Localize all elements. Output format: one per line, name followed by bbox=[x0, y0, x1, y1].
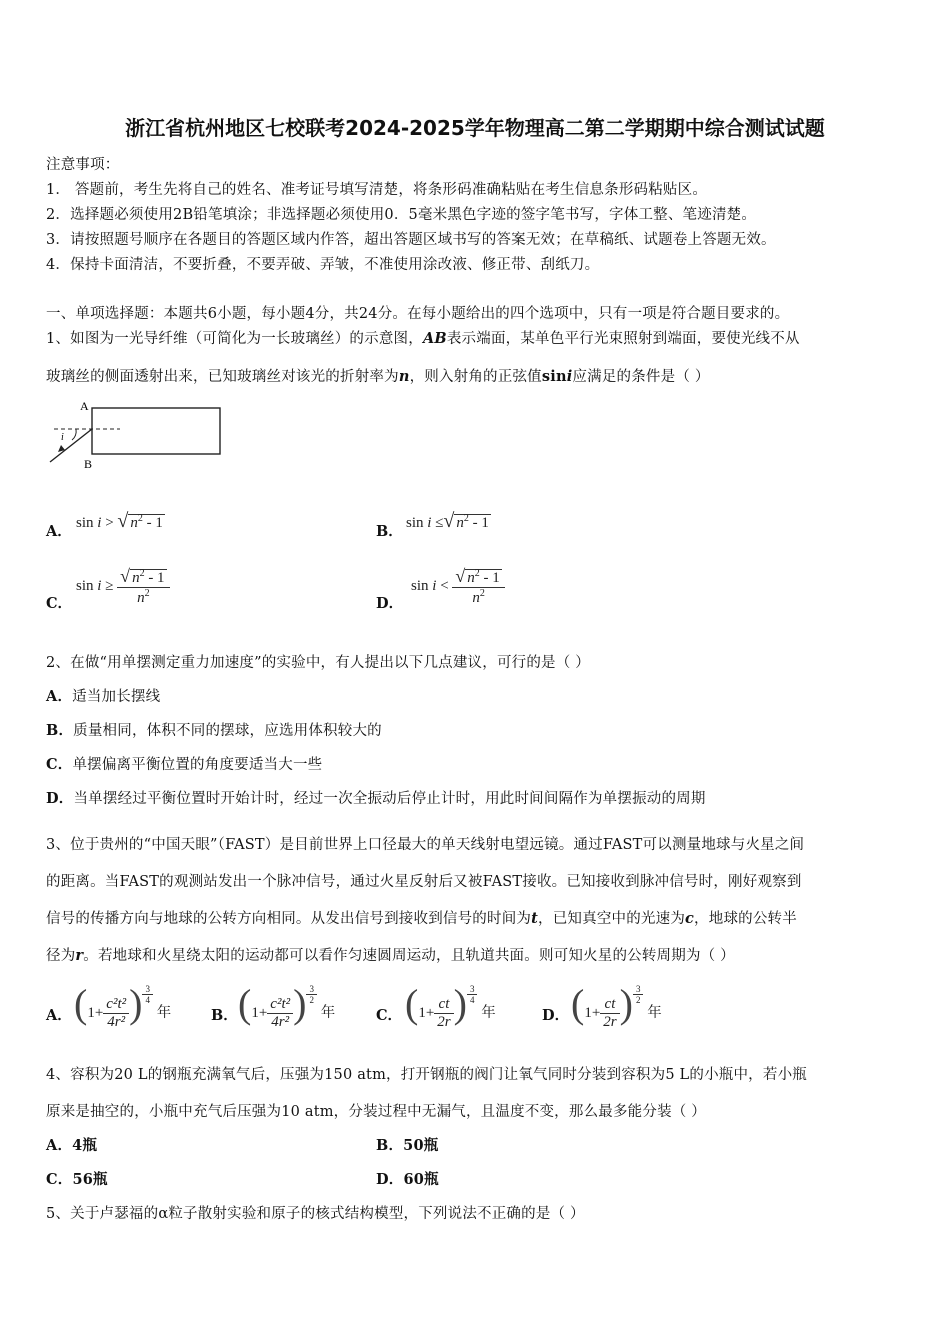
q3-stem-line2: 的距离。当FAST的观测站发出一个脉冲信号，通过火星反射后又被FAST接收。已知接收到脉冲信号时，刚好观察到 bbox=[46, 874, 802, 890]
q3-option-d-label: D． bbox=[542, 1007, 570, 1024]
q1-option-b-formula: sin i ≤√ $n^2 - 1$ bbox=[406, 510, 489, 532]
q1-option-c-label: C． bbox=[46, 595, 73, 612]
q2-option-a: A．适当加长摆线 bbox=[46, 688, 161, 705]
q4-option-c: C．56瓶 bbox=[46, 1171, 108, 1188]
q3-option-c-formula: (1+ $\frac{ct}{2r}$ ) $\frac{3}{4}$ 年 bbox=[405, 981, 496, 1031]
q1-option-d-formula: sin i < $\frac{√ n^2 - 1}{n^2}$ bbox=[411, 566, 505, 607]
q3-option-b-label: B． bbox=[211, 1007, 238, 1024]
q3-stem-line4: 径为r。若地球和火星绕太阳的运动都可以看作匀速圆周运动，且轨道共面。则可知火星的公转周期为（ ） bbox=[46, 947, 735, 964]
notice-item-2: 2．选择题必须使用2B铅笔填涂；非选择题必须使用0．5毫米黑色字迹的签字笔书写，字体工整、笔迹清楚。 bbox=[46, 207, 757, 223]
q3-option-d-formula: (1+ $\frac{ct}{2r}$ ) $\frac{3}{2}$ 年 bbox=[571, 981, 662, 1031]
q1-stem-line2: 玻璃丝的侧面透射出来，已知玻璃丝对该光的折射率为n，则入射角的正弦值sini应满足的条件是（ ） bbox=[46, 368, 710, 385]
q3-stem-line1: 3、位于贵州的“中国天眼”（FAST）是目前世界上口径最大的单天线射电望远镜。通过FAST可以测量地球与火星之间 bbox=[46, 837, 805, 853]
q1-option-d-label: D． bbox=[376, 595, 404, 612]
q1-option-c-formula: sin i ≥ $\frac{√ n^2 - 1}{n^2}$ bbox=[76, 566, 170, 607]
notice-item-1: 1． 答题前，考生先将自己的姓名、准考证号填写清楚，将条形码准确粘贴在考生信息条形码粘贴区。 bbox=[46, 182, 708, 198]
q3-stem-line3: 信号的传播方向与地球的公转方向相同。从发出信号到接收到信号的时间为t，已知真空中的光速为c，地球的公转半 bbox=[46, 910, 797, 927]
page-title: 浙江省杭州地区七校联考2024-2025学年物理高二第二学期期中综合测试试题 bbox=[125, 116, 825, 140]
section-1-heading: 一、单项选择题：本题共6小题，每小题4分，共24分。在每小题给出的四个选项中，只有一项是符合题目要求的。 bbox=[46, 306, 790, 322]
q1-option-a-formula: sin i > √ $n^2 - 1$ bbox=[76, 510, 163, 532]
q2-stem: 2、在做“用单摆测定重力加速度”的实验中，有人提出以下几点建议，可行的是（ ） bbox=[46, 655, 590, 671]
angle-arc bbox=[72, 429, 76, 440]
label-b: B bbox=[84, 457, 93, 471]
q4-stem-line2: 原来是抽空的，小瓶中充气后压强为10 atm，分装过程中无漏气，且温度不变，那么最多能分装（ ） bbox=[46, 1104, 706, 1120]
q4-option-d: D．60瓶 bbox=[376, 1171, 439, 1188]
q3-option-c-label: C． bbox=[376, 1007, 403, 1024]
q5-stem: 5、关于卢瑟福的α粒子散射实验和原子的核式结构模型，下列说法不正确的是（ ） bbox=[46, 1206, 585, 1222]
q3-option-a-label: A． bbox=[46, 1007, 72, 1024]
label-i: i bbox=[61, 432, 64, 443]
q2-option-c: C．单摆偏离平衡位置的角度要适当大一些 bbox=[46, 756, 323, 773]
q4-stem-line1: 4、容积为20 L的钢瓶充满氧气后，压强为150 atm，打开钢瓶的阀门让氧气同时分装到容积为5 L的小瓶中，若小瓶 bbox=[46, 1067, 807, 1083]
notice-heading: 注意事项： bbox=[46, 157, 120, 173]
q4-option-b: B．50瓶 bbox=[376, 1137, 439, 1154]
q2-option-b: B．质量相同，体积不同的摆球，应选用体积较大的 bbox=[46, 722, 382, 739]
q1-stem-line1: 1、如图为一光导纤维（可简化为一长玻璃丝）的示意图，AB表示端面，某单色平行光束照射到端面，要使光线不从 bbox=[46, 330, 800, 347]
notice-item-3: 3．请按照题号顺序在各题目的答题区域内作答，超出答题区域书写的答案无效；在草稿纸、试题卷上答题无效。 bbox=[46, 232, 776, 248]
q1-option-b-label: B． bbox=[376, 523, 403, 540]
q1-optical-fiber-figure bbox=[40, 396, 230, 476]
q2-option-d: D．当单摆经过平衡位置时开始计时，经过一次全振动后停止计时，用此时间间隔作为单摆振动的周期 bbox=[46, 790, 706, 807]
label-a: A bbox=[80, 399, 89, 413]
q1-option-a-label: A． bbox=[46, 523, 72, 540]
q4-option-a: A．4瓶 bbox=[46, 1137, 98, 1154]
q3-option-b-formula: (1+ $\frac{\text{c²t²}}{\text{4r²}}$ ) $\frac{3}{2}$ 年 bbox=[238, 981, 336, 1031]
notice-item-4: 4．保持卡面清洁，不要折叠，不要弄破、弄皱，不准使用涂改液、修正带、刮纸刀。 bbox=[46, 257, 600, 273]
fiber-rectangle bbox=[92, 408, 220, 454]
q3-option-a-formula: (1+ $\frac{\text{c²t²}}{\text{4r²}}$ ) $\frac{3}{4}$ 年 bbox=[74, 981, 172, 1031]
